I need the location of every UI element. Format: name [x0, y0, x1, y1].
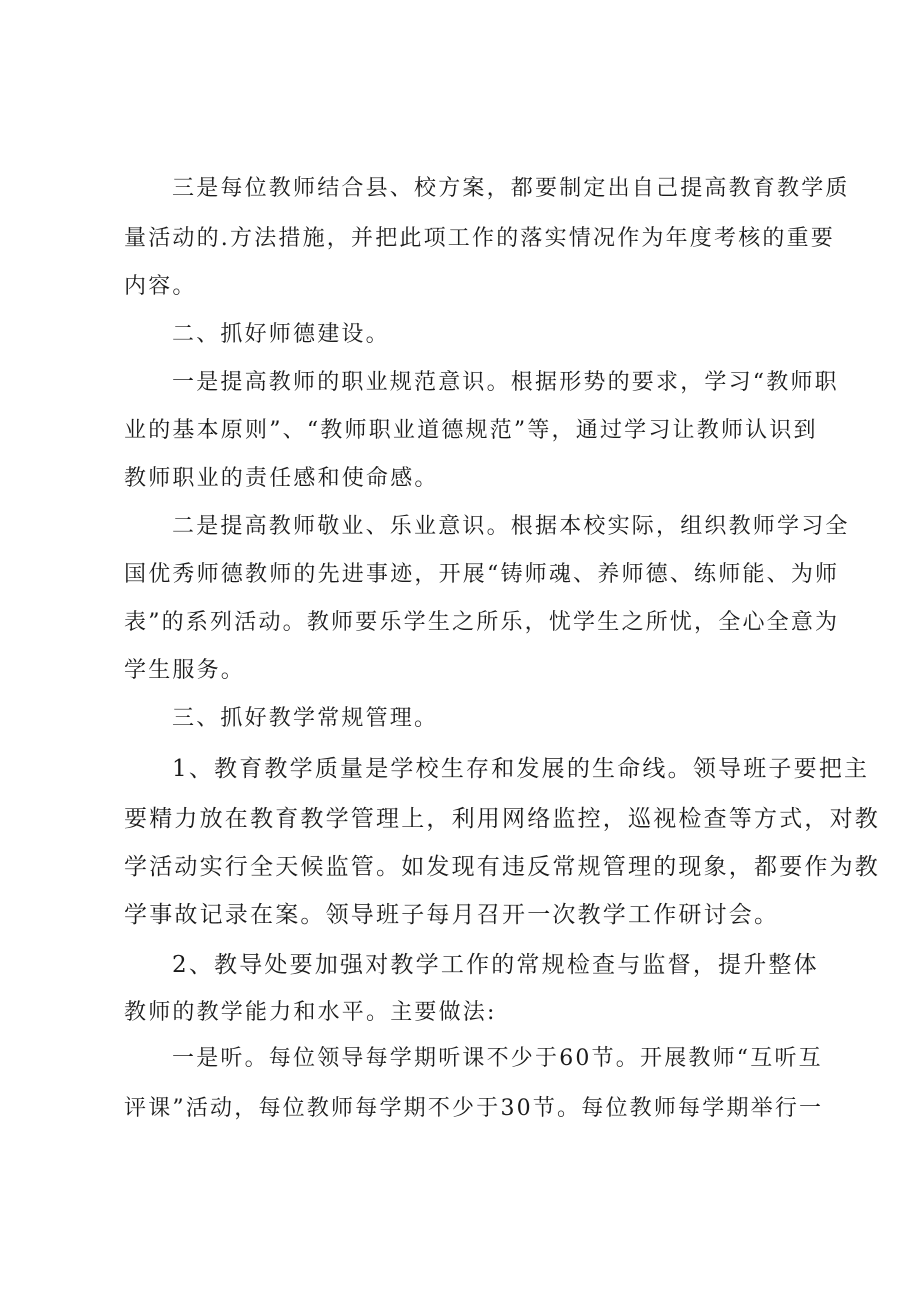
- paragraph-line: 表”的系列活动。教师要乐学生之所乐，忧学生之所忧，全心全意为: [124, 610, 840, 635]
- paragraph-line: 教师职业的责任感和使命感。: [124, 466, 439, 491]
- paragraph-line: 业的基本原则”、“教师职业道德规范”等，通过学习让教师认识到: [124, 418, 818, 443]
- paragraph-line: 量活动的.方法措施，并把此项工作的落实情况作为年度考核的重要: [124, 226, 835, 251]
- paragraph-line: 教师的教学能力和水平。主要做法:: [124, 1000, 497, 1025]
- paragraph-line: 评课”活动，每位教师每学期不少于30节。每位教师每学期举行一: [124, 1096, 824, 1121]
- paragraph-line: 学事故记录在案。领导班子每月召开一次教学工作研讨会。: [124, 902, 780, 928]
- section-heading: 二、抓好师德建设。: [172, 322, 390, 347]
- paragraph-line: 学生服务。: [124, 658, 246, 683]
- paragraph-line: 一是听。每位领导每学期听课不少于60节。开展教师“互听互: [172, 1046, 823, 1071]
- paragraph-line: 一是提高教师的职业规范意识。根据形势的要求，学习“教师职: [172, 370, 839, 395]
- paragraph-line: 2、教导处要加强对教学工作的常规检查与监督，提升整体: [172, 952, 819, 978]
- section-heading: 三、抓好教学常规管理。: [172, 706, 439, 731]
- paragraph-line: 内容。: [124, 274, 197, 299]
- paragraph-line: 国优秀师德教师的先进事迹，开展“铸师魂、养师德、练师能、为师: [124, 562, 840, 587]
- paragraph-line: 二是提高教师敬业、乐业意识。根据本校实际，组织教师学习全: [172, 514, 850, 539]
- paragraph-line: 1、教育教学质量是学校生存和发展的生命线。领导班子要把主: [172, 756, 870, 782]
- paragraph-line: 三是每位教师结合县、校方案，都要制定出自己提高教育教学质: [172, 176, 850, 201]
- paragraph-line: 要精力放在教育教学管理上，利用网络监控，巡视检查等方式，对教: [124, 806, 880, 832]
- paragraph-line: 学活动实行全天候监管。如发现有违反常规管理的现象，都要作为教: [124, 854, 880, 880]
